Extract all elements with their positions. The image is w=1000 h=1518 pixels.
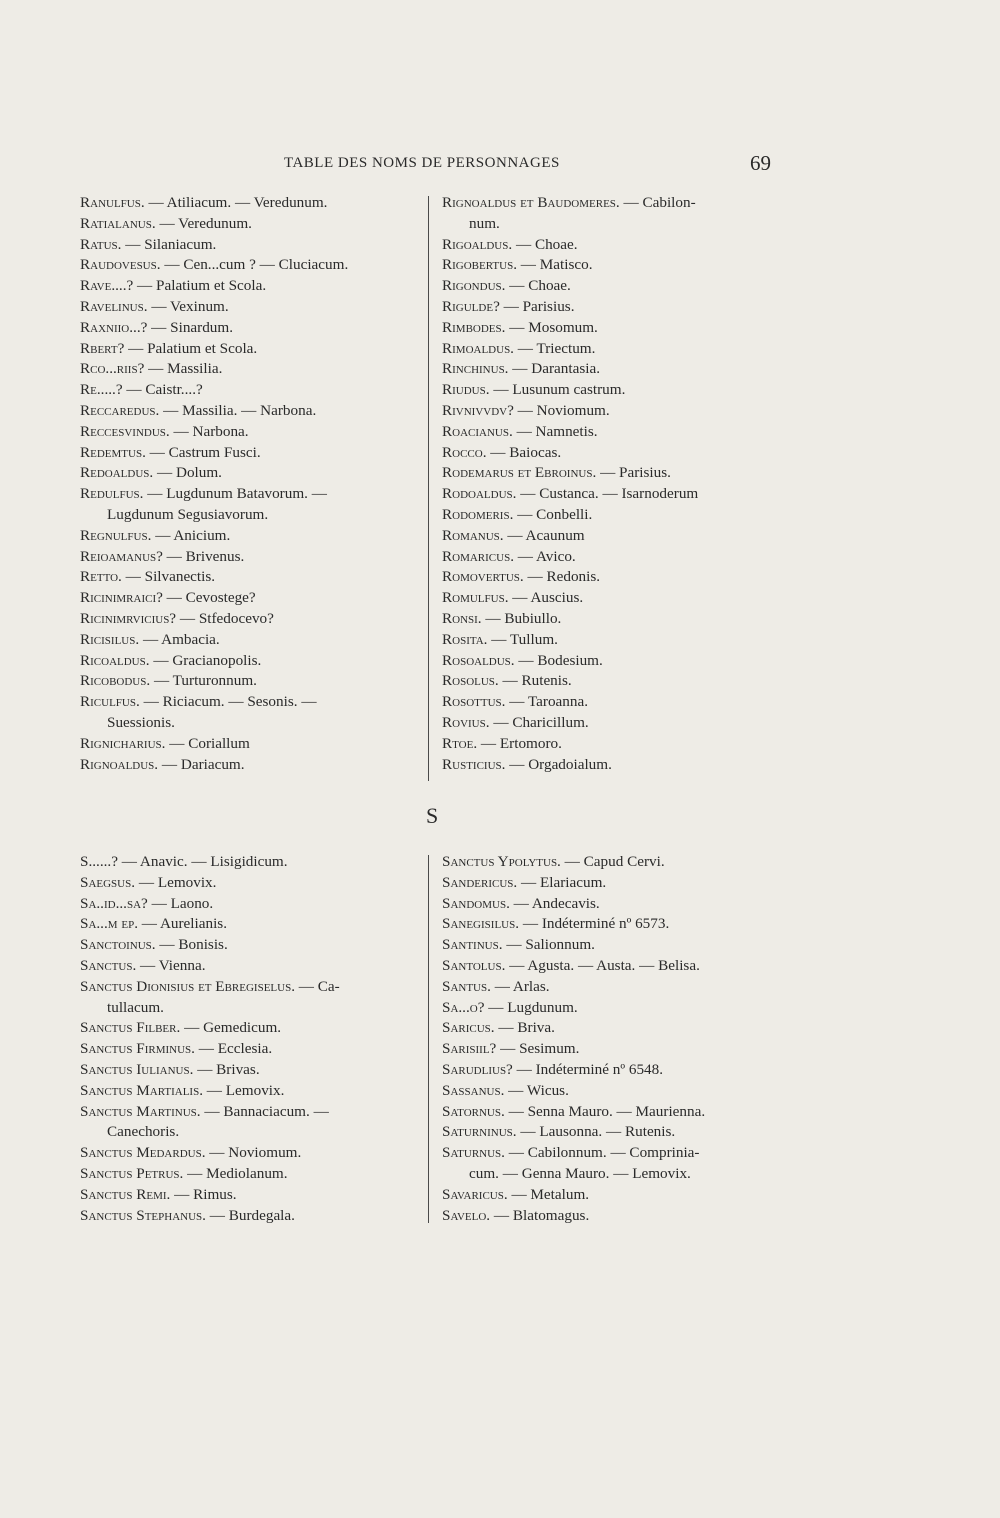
- entry-name: Sanctus Stephanus.: [80, 1206, 206, 1224]
- index-entry: [442, 977, 787, 998]
- index-entry: [442, 1018, 787, 1039]
- entry-name: Rosoaldus.: [442, 651, 515, 669]
- entry-locations: — Caistr....?: [122, 381, 203, 399]
- index-entry: [442, 998, 787, 1019]
- entry-locations: — Aurelianis.: [138, 915, 228, 933]
- entry-name: Rusticius.: [442, 755, 506, 773]
- index-entry: [80, 214, 425, 235]
- entry-name: Romulfus.: [442, 589, 509, 607]
- index-column-r-right: [442, 193, 787, 775]
- entry-name: Sanctus Petrus.: [80, 1164, 184, 1182]
- index-entry: [80, 609, 425, 630]
- entry-name: Rigobertus.: [442, 256, 517, 274]
- entry-locations: — Noviomum.: [205, 1144, 302, 1162]
- entry-locations: — Parisius.: [596, 464, 671, 482]
- entry-name: Romovertus.: [442, 568, 524, 586]
- entry-name: Sanctus Iulianus.: [80, 1060, 194, 1078]
- page-number: 69: [750, 151, 771, 175]
- entry-name: Ronsi.: [442, 609, 482, 627]
- entry-locations: — Custanca. — Isarnoderum: [516, 485, 699, 503]
- entry-locations: — Rutenis.: [498, 672, 572, 690]
- entry-name: Rigulde?: [442, 297, 500, 315]
- index-entry: [80, 1081, 425, 1102]
- index-entry: [442, 1081, 787, 1102]
- index-entry: [80, 894, 425, 915]
- index-entry: [442, 935, 787, 956]
- entry-locations: — Riciacum. — Sesonis. —: [139, 693, 317, 711]
- index-entry: [80, 1060, 425, 1081]
- entry-locations: — Charicillum.: [489, 713, 589, 731]
- entry-continuation: Canechoris.: [107, 1123, 180, 1141]
- index-entry: [80, 235, 425, 256]
- index-entry: [80, 692, 425, 734]
- entry-locations: — Lausonna. — Rutenis.: [516, 1123, 676, 1141]
- index-entry: [80, 651, 425, 672]
- entry-locations: — Cabilon-: [619, 194, 696, 211]
- entry-locations: — Senna Mauro. — Maurienna.: [504, 1102, 706, 1120]
- index-entry: [442, 1102, 787, 1123]
- entry-locations: — Silvanectis.: [121, 568, 216, 586]
- entry-name: Rodemarus et Ebroinus.: [442, 464, 597, 482]
- entry-name: Rosita.: [442, 630, 488, 648]
- index-column-s-left: [80, 852, 425, 1226]
- index-entry: [80, 297, 425, 318]
- entry-locations: — Bannaciacum. —: [200, 1102, 329, 1120]
- index-entry: [80, 422, 425, 443]
- entry-locations: — Palatium et Scola.: [124, 339, 258, 357]
- index-entry: [442, 276, 787, 297]
- entry-locations: — Mosomum.: [505, 318, 598, 336]
- entry-name: Roacianus.: [442, 422, 513, 440]
- entry-name: Romaricus.: [442, 547, 514, 565]
- index-entry: [442, 1143, 787, 1185]
- entry-name: Ravelinus.: [80, 297, 148, 315]
- column-divider-bottom: [428, 855, 429, 1223]
- index-entry: [80, 755, 425, 776]
- index-entry: [80, 484, 425, 526]
- entry-locations: — Sinardum.: [147, 318, 234, 336]
- index-entry: [80, 734, 425, 755]
- index-entry: [442, 484, 787, 505]
- entry-name: Riudus.: [442, 381, 490, 399]
- entry-name: Sanctus Dionisius et Ebregiselus.: [80, 977, 295, 995]
- entry-locations: — Acaunum: [503, 526, 585, 544]
- entry-name: Ricinimrvicius?: [80, 609, 177, 627]
- index-entry: [80, 380, 425, 401]
- entry-locations: — Mediolanum.: [183, 1164, 288, 1182]
- entry-name: Regnulfus.: [80, 526, 152, 544]
- entry-name: Raudovesus.: [80, 256, 161, 274]
- index-entry: [442, 422, 787, 443]
- index-entry: [80, 401, 425, 422]
- entry-name: Re.....?: [80, 381, 123, 399]
- entry-locations: — Stfedocevo?: [176, 609, 274, 627]
- entry-name: Saegsus.: [80, 873, 136, 891]
- entry-locations: — Ambacia.: [139, 630, 220, 648]
- entry-name: Rigondus.: [442, 277, 506, 295]
- entry-locations: — Dolum.: [153, 464, 222, 482]
- entry-name: Ratus.: [80, 235, 122, 253]
- entry-name: Rocco.: [442, 443, 487, 461]
- entry-locations: — Coriallum: [165, 734, 250, 752]
- entry-name: Romanus.: [442, 526, 504, 544]
- index-entry: [80, 1018, 425, 1039]
- entry-continuation: Suessionis.: [107, 713, 175, 731]
- entry-name: Ricobodus.: [80, 672, 151, 690]
- index-entry: [442, 401, 787, 422]
- index-entry: [442, 297, 787, 318]
- index-entry: [80, 630, 425, 651]
- entry-locations: — Vexinum.: [147, 297, 229, 315]
- index-entry: [442, 1060, 787, 1081]
- entry-name: Sanctoinus.: [80, 936, 156, 954]
- entry-locations: — Choae.: [505, 277, 571, 295]
- entry-name: Reccesvindus.: [80, 422, 170, 440]
- entry-name: Redoaldus.: [80, 464, 154, 482]
- entry-name: Rinchinus.: [442, 360, 509, 378]
- entry-name: Ranulfus.: [80, 194, 145, 211]
- entry-name: Sa...o?: [442, 998, 485, 1016]
- entry-name: Sa...m ep.: [80, 915, 138, 933]
- index-entry: [442, 956, 787, 977]
- entry-name: Sandomus.: [442, 894, 510, 912]
- entry-name: S......?: [80, 853, 118, 870]
- entry-locations: — Cevostege?: [162, 589, 256, 607]
- entry-name: Sandericus.: [442, 873, 518, 891]
- index-entry: [442, 651, 787, 672]
- entry-locations: — Ca-: [295, 977, 340, 995]
- entry-name: Rimoaldus.: [442, 339, 514, 357]
- entry-locations: — Laono.: [147, 894, 214, 912]
- entry-locations: — Taroanna.: [505, 693, 589, 711]
- entry-name: Savelo.: [442, 1206, 491, 1224]
- index-column-s-right: [442, 852, 787, 1226]
- index-entry: [80, 359, 425, 380]
- entry-locations: — Brivenus.: [162, 547, 245, 565]
- index-entry: [442, 235, 787, 256]
- entry-locations: — Cen...cum ? — Cluciacum.: [160, 256, 349, 274]
- index-entry: [80, 339, 425, 360]
- index-entry: [442, 609, 787, 630]
- entry-locations: — Anicium.: [151, 526, 231, 544]
- index-entry: [442, 255, 787, 276]
- entry-name: Santolus.: [442, 956, 506, 974]
- index-column-r-left: [80, 193, 425, 775]
- entry-name: Rovius.: [442, 713, 490, 731]
- entry-locations: — Palatium et Scola.: [133, 277, 267, 295]
- index-entry: [442, 1185, 787, 1206]
- entry-locations: — Gemedicum.: [180, 1019, 282, 1037]
- entry-name: Ricisilus.: [80, 630, 140, 648]
- entry-name: Redulfus.: [80, 485, 144, 503]
- index-entry: [80, 935, 425, 956]
- entry-name: Rodomeris.: [442, 505, 514, 523]
- index-entry: [442, 914, 787, 935]
- index-entry: [442, 193, 787, 235]
- entry-locations: — Orgadoialum.: [505, 755, 612, 773]
- entry-name: Rosolus.: [442, 672, 499, 690]
- entry-locations: — Sesimum.: [496, 1040, 580, 1058]
- entry-locations: — Castrum Fusci.: [145, 443, 261, 461]
- entry-locations: — Wicus.: [504, 1081, 569, 1099]
- column-divider-top: [428, 196, 429, 781]
- index-entry: [80, 255, 425, 276]
- entry-locations: — Auscius.: [508, 589, 584, 607]
- entry-locations: — Noviomum.: [513, 401, 610, 419]
- entry-locations: — Turturonnum.: [150, 672, 257, 690]
- index-entry: [442, 505, 787, 526]
- index-entry: [80, 914, 425, 935]
- entry-name: Reccaredus.: [80, 401, 160, 419]
- entry-locations: — Tullum.: [487, 630, 558, 648]
- index-entry: [442, 894, 787, 915]
- entry-locations: — Avico.: [514, 547, 576, 565]
- entry-name: Sanctus Martinus.: [80, 1102, 201, 1120]
- entry-name: Saturninus.: [442, 1123, 517, 1141]
- entry-name: Rigoaldus.: [442, 235, 513, 253]
- entry-name: Rbert?: [80, 339, 125, 357]
- index-entry: [80, 1102, 425, 1144]
- entry-locations: — Salionnum.: [502, 936, 595, 954]
- index-entry: [80, 1206, 425, 1227]
- entry-name: Sanctus Filber.: [80, 1019, 181, 1037]
- entry-locations: — Bodesium.: [514, 651, 603, 669]
- index-entry: [80, 526, 425, 547]
- entry-name: Sassanus.: [442, 1081, 505, 1099]
- entry-locations: — Ecclesia.: [194, 1040, 273, 1058]
- entry-locations: — Baiocas.: [486, 443, 562, 461]
- index-entry: [442, 873, 787, 894]
- entry-name: Rodoaldus.: [442, 485, 517, 503]
- entry-locations: — Blatomagus.: [490, 1206, 590, 1224]
- entry-locations: — Metalum.: [507, 1185, 590, 1203]
- entry-locations: — Lusunum castrum.: [489, 381, 626, 399]
- index-entry: [442, 318, 787, 339]
- entry-locations: — Atiliacum. — Veredunum.: [144, 194, 328, 211]
- entry-name: Riculfus.: [80, 693, 140, 711]
- entry-locations: — Lugdunum.: [484, 998, 578, 1016]
- entry-continuation: num.: [469, 214, 500, 232]
- index-entry: [80, 588, 425, 609]
- index-entry: [442, 713, 787, 734]
- entry-locations: — Elariacum.: [517, 873, 607, 891]
- index-entry: [442, 339, 787, 360]
- index-entry: [442, 1206, 787, 1227]
- entry-name: Sa..id...sa?: [80, 894, 148, 912]
- entry-name: Sanctus Martialis.: [80, 1081, 203, 1099]
- entry-locations: — Gracianopolis.: [149, 651, 262, 669]
- index-entry: [442, 852, 787, 873]
- entry-locations: — Veredunum.: [155, 214, 252, 232]
- entry-name: Ricoaldus.: [80, 651, 150, 669]
- entry-name: Sanctus Ypolytus.: [442, 853, 561, 870]
- entry-continuation: cum. — Genna Mauro. — Lemovix.: [469, 1164, 691, 1182]
- entry-locations: — Anavic. — Lisigidicum.: [117, 853, 288, 870]
- entry-locations: — Lugdunum Batavorum. —: [143, 485, 327, 503]
- entry-name: Saturnus.: [442, 1144, 505, 1162]
- entry-name: Reioamanus?: [80, 547, 163, 565]
- index-entry: [80, 1039, 425, 1060]
- entry-locations: — Massilia.: [144, 360, 223, 378]
- index-entry: [80, 956, 425, 977]
- entry-name: Rtoe.: [442, 734, 478, 752]
- entry-name: Rimbodes.: [442, 318, 506, 336]
- entry-locations: — Darantasia.: [508, 360, 600, 378]
- entry-name: Rignoaldus.: [80, 755, 159, 773]
- entry-locations: — Lemovix.: [135, 873, 217, 891]
- entry-name: Retto.: [80, 568, 122, 586]
- entry-locations: — Parisius.: [499, 297, 575, 315]
- index-entry: [442, 671, 787, 692]
- entry-name: Satornus.: [442, 1102, 505, 1120]
- entry-name: Raxniio...?: [80, 318, 148, 336]
- entry-name: Sarisiil?: [442, 1040, 497, 1058]
- entry-locations: — Ertomoro.: [477, 734, 562, 752]
- entry-continuation: Lugdunum Segusiavorum.: [107, 505, 269, 523]
- entry-name: Ratialanus.: [80, 214, 156, 232]
- index-entry: [80, 547, 425, 568]
- entry-name: Ricinimraici?: [80, 589, 163, 607]
- index-entry: [80, 873, 425, 894]
- entry-name: Rignicharius.: [80, 734, 166, 752]
- index-entry: [80, 443, 425, 464]
- entry-name: Sanctus Medardus.: [80, 1144, 206, 1162]
- index-entry: [80, 1143, 425, 1164]
- index-entry: [80, 671, 425, 692]
- index-entry: [80, 276, 425, 297]
- entry-locations: — Namnetis.: [512, 422, 598, 440]
- entry-name: Savaricus.: [442, 1185, 508, 1203]
- entry-locations: — Capud Cervi.: [560, 853, 665, 870]
- entry-locations: — Conbelli.: [513, 505, 593, 523]
- entry-name: Santus.: [442, 977, 491, 995]
- entry-name: Sarudlius?: [442, 1060, 513, 1078]
- entry-name: Sanctus Remi.: [80, 1185, 171, 1203]
- entry-locations: — Lemovix.: [203, 1081, 285, 1099]
- entry-name: Rave....?: [80, 277, 134, 295]
- entry-locations: — Narbona.: [169, 422, 249, 440]
- entry-locations: — Rimus.: [170, 1185, 237, 1203]
- entry-locations: — Andecavis.: [509, 894, 600, 912]
- entry-locations: — Dariacum.: [158, 755, 245, 773]
- entry-name: Rosottus.: [442, 693, 506, 711]
- index-entry: [442, 588, 787, 609]
- index-entry: [442, 1039, 787, 1060]
- index-entry: [442, 630, 787, 651]
- index-entry: [442, 443, 787, 464]
- index-entry: [442, 380, 787, 401]
- entry-locations: — Briva.: [494, 1019, 555, 1037]
- entry-locations: — Bonisis.: [155, 936, 228, 954]
- entry-locations: — Cabilonnum. — Comprinia-: [504, 1144, 700, 1162]
- entry-continuation: tullacum.: [107, 998, 164, 1016]
- index-entry: [80, 318, 425, 339]
- index-entry: [80, 1164, 425, 1185]
- index-entry: [442, 526, 787, 547]
- entry-name: Rco...riis?: [80, 360, 145, 378]
- index-entry: [80, 193, 425, 214]
- running-head: TABLE DES NOMS DE PERSONNAGES: [284, 155, 560, 171]
- entry-locations: — Massilia. — Narbona.: [159, 401, 317, 419]
- entry-locations: — Vienna.: [136, 956, 206, 974]
- entry-locations: — Silaniacum.: [121, 235, 217, 253]
- index-entry: [80, 977, 425, 1019]
- entry-locations: — Burdegala.: [205, 1206, 295, 1224]
- index-entry: [442, 1122, 787, 1143]
- entry-locations: — Indéterminé nº 6573.: [519, 915, 670, 933]
- entry-name: Rignoaldus et Baudomeres.: [442, 194, 620, 211]
- entry-name: Sanegisilus.: [442, 915, 520, 933]
- index-entry: [80, 463, 425, 484]
- entry-locations: — Redonis.: [523, 568, 601, 586]
- entry-name: Santinus.: [442, 936, 503, 954]
- entry-locations: — Matisco.: [517, 256, 593, 274]
- entry-name: Rivnivvdv?: [442, 401, 514, 419]
- index-entry: [80, 567, 425, 588]
- index-entry: [442, 755, 787, 776]
- index-entry: [442, 547, 787, 568]
- entry-locations: — Indéterminé nº 6548.: [512, 1060, 664, 1078]
- index-entry: [80, 1185, 425, 1206]
- index-entry: [442, 463, 787, 484]
- entry-locations: — Triectum.: [513, 339, 596, 357]
- index-entry: [442, 359, 787, 380]
- index-entry: [442, 734, 787, 755]
- entry-name: Sanctus.: [80, 956, 137, 974]
- index-entry: [80, 852, 425, 873]
- entry-name: Redemtus.: [80, 443, 146, 461]
- entry-locations: — Choae.: [512, 235, 578, 253]
- entry-name: Saricus.: [442, 1019, 495, 1037]
- section-letter: S: [426, 803, 439, 828]
- entry-locations: — Brivas.: [193, 1060, 260, 1078]
- entry-name: Sanctus Firminus.: [80, 1040, 195, 1058]
- entry-locations: — Bubiullo.: [481, 609, 562, 627]
- entry-locations: — Arlas.: [490, 977, 550, 995]
- index-entry: [442, 567, 787, 588]
- index-entry: [442, 692, 787, 713]
- entry-locations: — Agusta. — Austa. — Belisa.: [505, 956, 700, 974]
